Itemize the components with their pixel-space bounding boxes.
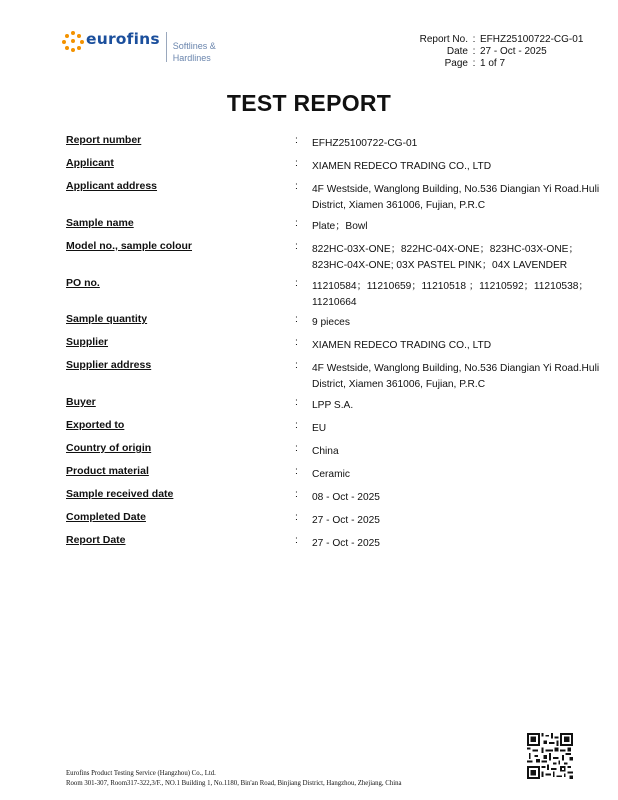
field-label: PO no. (66, 277, 100, 289)
field-value: LPP S.A. (312, 400, 354, 411)
field-colon: : (295, 277, 298, 289)
field-value: 4F Westside, Wanglong Building, No.536 Diangian Yi Road.Huli District, Xiamen 361006, Fujian, P.R.C (312, 184, 600, 211)
field-label: Country of origin (66, 442, 152, 454)
logo-separator (166, 32, 167, 62)
meta-colon: : (472, 34, 476, 45)
field-label: Completed Date (66, 511, 146, 523)
logo-division (173, 30, 216, 64)
field-colon: : (295, 488, 298, 500)
meta-label: Page (444, 58, 468, 69)
page-title: TEST REPORT (226, 90, 392, 116)
meta-colon: : (472, 46, 476, 57)
field-label: Supplier address (66, 359, 152, 371)
qr-code-icon (527, 733, 573, 779)
field-colon: : (295, 442, 298, 454)
field-label: Applicant address (66, 180, 158, 192)
field-colon: : (295, 313, 298, 325)
field-value: XIAMEN REDECO TRADING CO., LTD (312, 340, 492, 351)
meta-value: 27 - Oct - 2025 (480, 46, 547, 57)
field-colon: : (295, 240, 298, 252)
field-colon: : (295, 336, 298, 348)
meta-page (404, 58, 583, 70)
field-colon: : (295, 157, 298, 169)
field-colon: : (295, 396, 298, 408)
field-colon: : (295, 359, 298, 371)
meta-colon: : (472, 58, 476, 69)
field-value: 4F Westside, Wanglong Building, No.536 Diangian Yi Road.Huli District, Xiamen 361006, Fujian, P.R.C (312, 363, 600, 390)
field-value: 27 - Oct - 2025 (312, 538, 380, 549)
field-value: EFHZ25100722-CG-01 (312, 138, 418, 149)
field-label: Applicant (66, 157, 114, 169)
field-value: 27 - Oct - 2025 (312, 515, 380, 526)
division-line-1: Softlines & (172, 41, 216, 51)
field-colon: : (295, 217, 298, 229)
field-value: 08 - Oct - 2025 (312, 492, 380, 503)
field-label: Buyer (66, 396, 96, 408)
field-colon: : (295, 465, 298, 477)
field-label: Exported to (66, 419, 125, 431)
field-value: Plate；Bowl (312, 221, 368, 232)
field-colon: : (295, 534, 298, 546)
field-label: Sample name (66, 217, 134, 229)
field-label: Product material (66, 465, 149, 477)
meta-value: 1 of 7 (480, 58, 506, 69)
field-value: China (312, 446, 339, 457)
footer-address (66, 769, 402, 789)
field-value: XIAMEN REDECO TRADING CO., LTD (312, 161, 492, 172)
footer-address-line: Room 301-307, Room317-322,3/F., NO.1 Building 1, No.1180, Bin'an Road, Binjiang District, Hangzhou, Zhejiang, China (66, 780, 402, 787)
meta-label: Report No. (419, 34, 468, 45)
footer-company: Eurofins Product Testing Service (Hangzhou) Co., Ltd. (66, 770, 216, 777)
meta-label: Date (446, 46, 468, 57)
field-value: Ceramic (312, 469, 350, 480)
logo-wordmark: eurofins (86, 30, 160, 48)
field-value: 11210584；11210659；11210518 ；11210592；11210538；11210664 (312, 281, 589, 308)
meta-report-no (404, 34, 583, 46)
field-label: Supplier (66, 336, 109, 348)
field-label: Model no., sample colour (66, 240, 193, 252)
field-colon: : (295, 511, 298, 523)
field-label: Sample received date (66, 488, 174, 500)
meta-date (404, 46, 583, 58)
meta-value: EFHZ25100722-CG-01 (480, 34, 584, 45)
report-meta (404, 34, 583, 70)
field-label: Report number (66, 134, 142, 146)
field-value: EU (312, 423, 327, 434)
field-colon: : (295, 180, 298, 192)
field-label: Report Date (66, 534, 126, 546)
field-value: 822HC-03X-ONE；822HC-04X-ONE；823HC-03X-ONE；823HC-04X-ONE; 03X PASTEL PINK；04X LAVENDER (312, 244, 579, 271)
eurofins-dots-icon (62, 30, 84, 52)
field-colon: : (295, 419, 298, 431)
division-line-2: Hardlines (172, 53, 211, 63)
field-value: 9 pieces (312, 317, 350, 328)
eurofins-logo (62, 30, 216, 66)
field-label: Sample quantity (66, 313, 148, 325)
field-colon: : (295, 134, 298, 146)
